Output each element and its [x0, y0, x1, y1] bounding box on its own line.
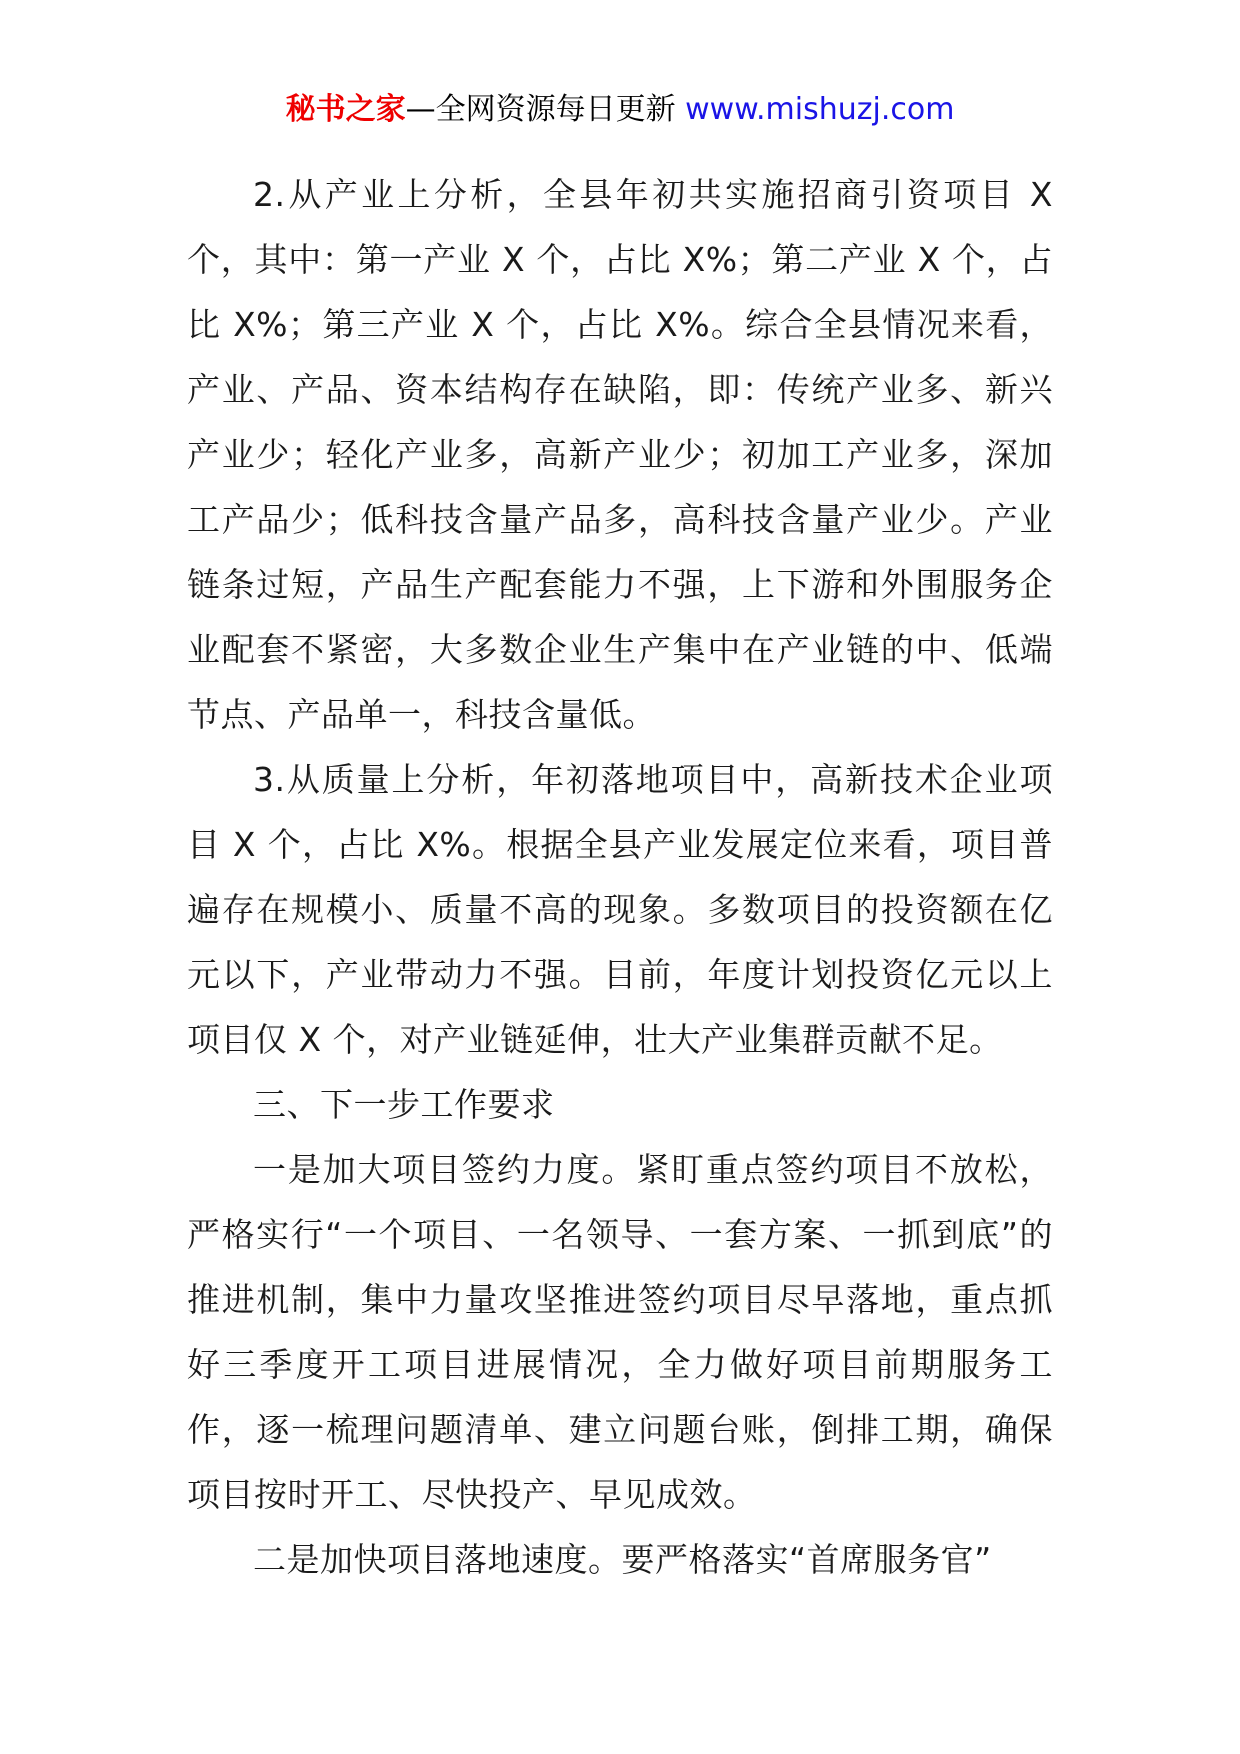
paragraph-quality-analysis: 3.从质量上分析，年初落地项目中，高新技术企业项目 X 个，占比 X%。根据全县产业发展定位来看，项目普遍存在规模小、质量不高的现象。多数项目的投资额在亿元以下，产业带动力不强。目前，年度计划投资亿元以上项目仅 X 个，对产业链延伸，壮大产业集群贡献不足。 [187, 760, 1053, 1059]
header-tagline: —全网资源每日更新 [405, 92, 686, 127]
section-heading-next-steps: 三、下一步工作要求 [253, 1085, 555, 1124]
site-header [0, 88, 1240, 132]
brand-name: 秘书之家 [285, 92, 406, 127]
document-body [187, 162, 1053, 1592]
paragraph-landing-speed: 二是加快项目落地速度。要严格落实“首席服务官” [253, 1540, 992, 1579]
paragraph-industry-analysis: 2.从产业上分析，全县年初共实施招商引资项目 X 个，其中：第一产业 X 个，占比 X%；第二产业 X 个，占比 X%；第三产业 X 个，占比 X%。综合全县情况来看，产业、产品、资本结构存在缺陷，即：传统产业多、新兴产业少；轻化产业多，高新产业少；初加工产业多，深加工产品少；低科技含量产品多，高科技含量产业少。产业链条过短，产品生产配套能力不强，上下游和外围服务企业配套不紧密，大多数企业生产集中在产业链的中、低端节点、产品单一，科技含量低。 [187, 175, 1053, 734]
site-url-link[interactable]: www.mishuzj.com [685, 92, 955, 127]
paragraph-signing-effort: 一是加大项目签约力度。紧盯重点签约项目不放松，严格实行“一个项目、一名领导、一套方案、一抓到底”的推进机制，集中力量攻坚推进签约项目尽早落地，重点抓好三季度开工项目进展情况，全力做好项目前期服务工作，逐一梳理问题清单、建立问题台账，倒排工期，确保项目按时开工、尽快投产、早见成效。 [187, 1150, 1053, 1514]
